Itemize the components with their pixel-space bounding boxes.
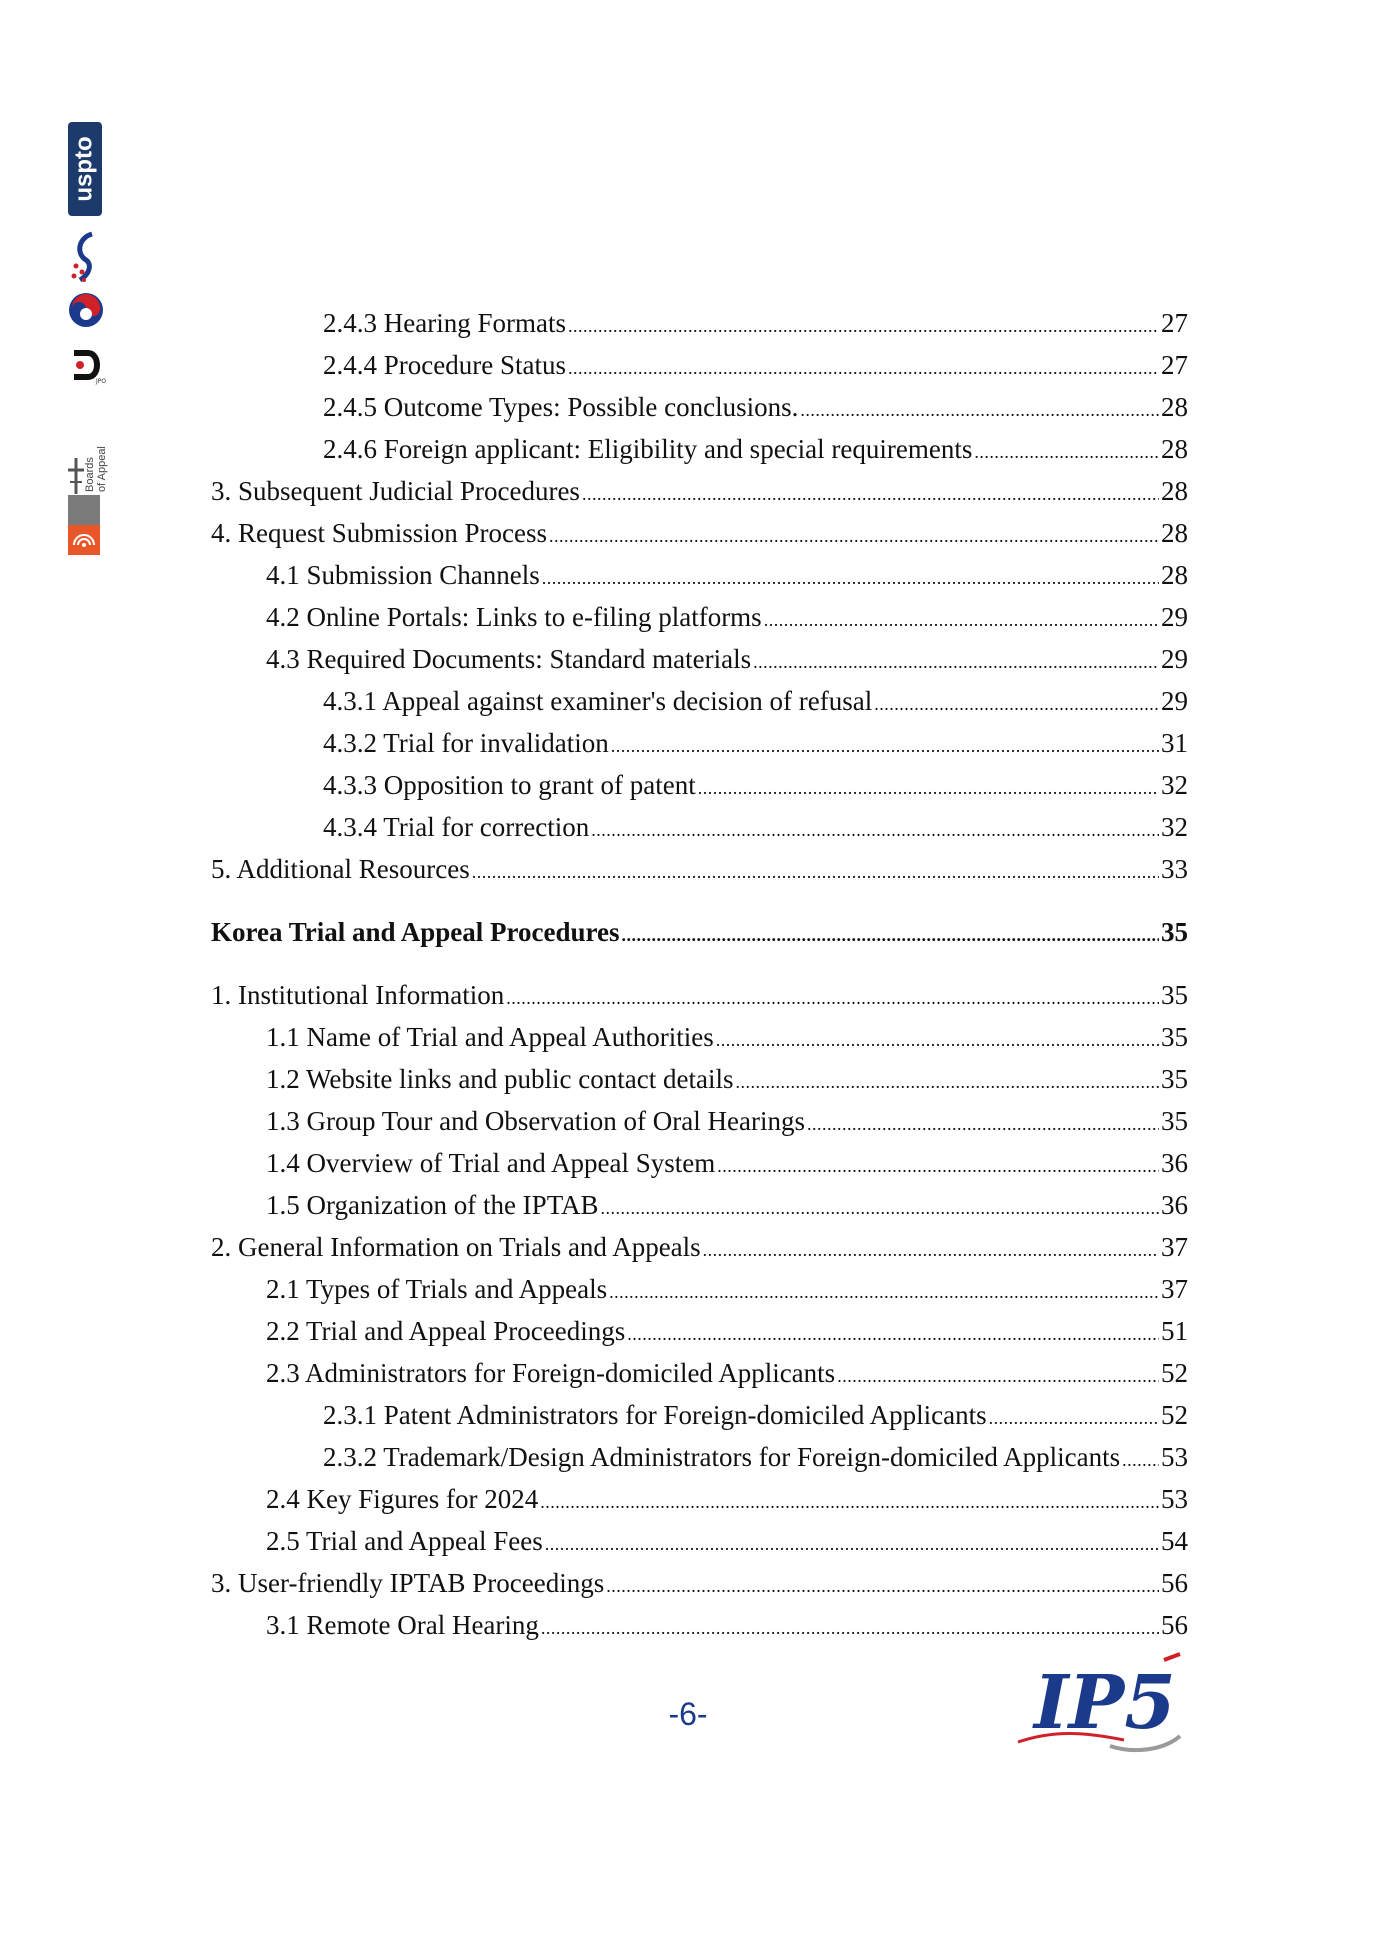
jpo-logo <box>66 345 106 385</box>
toc-entry-title: 4.3.2 Trial for invalidation <box>323 728 609 758</box>
toc-entry-title: 3. Subsequent Judicial Procedures <box>211 476 580 506</box>
toc-entry-title: 2.5 Trial and Appeal Fees <box>266 1526 543 1556</box>
toc-entry-title: 1.4 Overview of Trial and Appeal System <box>266 1148 716 1178</box>
toc-entry-page: 53 <box>1161 1442 1188 1472</box>
toc-leader-dots <box>541 1608 1159 1645</box>
toc-entry-title: Korea Trial and Appeal Procedures <box>211 917 620 947</box>
toc-entry-title: 4.3 Required Documents: Standard materials <box>266 644 752 674</box>
toc-leader-dots <box>627 1314 1159 1351</box>
toc-leader-dots <box>609 1272 1159 1309</box>
toc-entry[interactable] <box>266 1482 1188 1519</box>
kipo-logo <box>66 290 106 330</box>
toc-entry-page: 53 <box>1161 1484 1188 1514</box>
toc-leader-dots <box>606 1566 1159 1603</box>
toc-leader-dots <box>874 684 1159 721</box>
toc-entry-page: 35 <box>1161 1022 1188 1052</box>
toc-leader-dots <box>837 1356 1159 1393</box>
toc-entry-page: 28 <box>1161 518 1188 548</box>
toc-entry-title: 1.2 Website links and public contact details <box>266 1064 734 1094</box>
toc-entry[interactable] <box>323 1398 1188 1435</box>
toc-entry-title: 2. General Information on Trials and Appeals <box>211 1232 701 1262</box>
toc-entry-page: 51 <box>1161 1316 1188 1346</box>
toc-leader-dots <box>735 1062 1159 1099</box>
toc-entry[interactable] <box>266 1020 1188 1057</box>
toc-entry-title: 2.3.1 Patent Administrators for Foreign-domiciled Applicants <box>323 1400 987 1430</box>
toc-entry-page: 37 <box>1161 1232 1188 1262</box>
toc-entry-page: 52 <box>1161 1400 1188 1430</box>
toc-leader-dots <box>611 726 1159 763</box>
toc-entry[interactable] <box>266 642 1188 679</box>
toc-entry[interactable] <box>323 768 1188 805</box>
toc-entry-title: 2.2 Trial and Appeal Proceedings <box>266 1316 626 1346</box>
toc-entry-title: 2.4.4 Procedure Status <box>323 350 566 380</box>
toc-leader-dots <box>622 915 1159 952</box>
ip5-logo <box>1014 1650 1184 1760</box>
toc-entry[interactable] <box>266 1188 1188 1225</box>
toc-entry-title: 5. Additional Resources <box>211 854 470 884</box>
boa-logo-line-2: of Appeal <box>96 446 108 492</box>
toc-entry-page: 29 <box>1161 602 1188 632</box>
toc-entry[interactable] <box>323 726 1188 763</box>
toc-entry-page: 29 <box>1161 686 1188 716</box>
toc-entry-page: 32 <box>1161 770 1188 800</box>
toc-entry-title: 2.4 Key Figures for 2024 <box>266 1484 539 1514</box>
toc-entry-page: 31 <box>1161 728 1188 758</box>
toc-leader-dots <box>601 1188 1159 1225</box>
toc-entry-page: 29 <box>1161 644 1188 674</box>
toc-entry[interactable] <box>211 474 1188 511</box>
toc-entry-page: 27 <box>1161 350 1188 380</box>
toc-entry-page: 32 <box>1161 812 1188 842</box>
toc-leader-dots <box>764 600 1159 637</box>
toc-leader-dots <box>472 852 1159 889</box>
toc-leader-dots <box>698 768 1159 805</box>
toc-leader-dots <box>703 1230 1159 1267</box>
toc-entry[interactable] <box>266 1314 1188 1351</box>
toc-entry-title: 1.3 Group Tour and Observation of Oral Hearings <box>266 1106 805 1136</box>
toc-entry-page: 36 <box>1161 1190 1188 1220</box>
toc-entry-page: 35 <box>1161 980 1188 1010</box>
toc-entry-page: 56 <box>1161 1568 1188 1598</box>
toc-entry-page: 28 <box>1161 392 1188 422</box>
toc-entry-title: 4.3.1 Appeal against examiner's decision of refusal <box>323 686 873 716</box>
toc-entry-title: 3. User-friendly IPTAB Proceedings <box>211 1568 605 1598</box>
toc-entry[interactable] <box>323 432 1188 469</box>
toc-entry[interactable] <box>211 978 1188 1015</box>
toc-entry-title: 2.3 Administrators for Foreign-domiciled Applicants <box>266 1358 836 1388</box>
toc-entry-page: 54 <box>1161 1526 1188 1556</box>
toc-entry-title: 1.1 Name of Trial and Appeal Authorities <box>266 1022 714 1052</box>
toc-entry-page: 56 <box>1161 1610 1188 1640</box>
toc-entry-page: 28 <box>1161 434 1188 464</box>
toc-leader-dots <box>506 978 1159 1015</box>
toc-entry-page: 35 <box>1161 1064 1188 1094</box>
toc-entry-title: 4.3.3 Opposition to grant of patent <box>323 770 696 800</box>
toc-entry[interactable] <box>211 1566 1188 1603</box>
toc-entry[interactable] <box>266 1356 1188 1393</box>
toc-leader-dots <box>716 1020 1159 1057</box>
toc-leader-dots <box>591 810 1159 847</box>
toc-leader-dots <box>549 516 1159 553</box>
toc-entry[interactable] <box>323 1440 1188 1477</box>
boa-logo-line-1: Boards <box>84 457 96 492</box>
toc-entry-page: 37 <box>1161 1274 1188 1304</box>
toc-leader-dots <box>582 474 1159 511</box>
toc-entry-title: 2.1 Types of Trials and Appeals <box>266 1274 608 1304</box>
toc-entry[interactable] <box>211 915 1188 952</box>
ip5-office-logos <box>64 120 114 560</box>
toc-entry[interactable] <box>266 1062 1188 1099</box>
toc-entry-page: 27 <box>1161 308 1188 338</box>
toc-leader-dots <box>568 348 1159 385</box>
toc-entry[interactable] <box>266 558 1188 595</box>
toc-entry-page: 35 <box>1161 917 1188 947</box>
page-number: -6- <box>668 1696 708 1732</box>
toc-entry-page: 36 <box>1161 1148 1188 1178</box>
toc-leader-dots <box>1122 1440 1159 1477</box>
toc-entry[interactable] <box>211 1230 1188 1267</box>
toc-entry[interactable] <box>323 306 1188 343</box>
toc-entry-title: 4.1 Submission Channels <box>266 560 540 590</box>
toc-entry-title: 1. Institutional Information <box>211 980 505 1010</box>
toc-entry[interactable] <box>323 684 1188 721</box>
toc-entry[interactable] <box>266 1608 1188 1645</box>
toc-entry[interactable] <box>211 852 1188 889</box>
toc-entry[interactable] <box>211 516 1188 553</box>
toc-entry-page: 35 <box>1161 1106 1188 1136</box>
toc-entry-page: 33 <box>1161 854 1188 884</box>
toc-leader-dots <box>753 642 1159 679</box>
toc-entry-title: 4.3.4 Trial for correction <box>323 812 590 842</box>
ip5-logo-text: IP5 <box>1034 1660 1176 1746</box>
boards-of-appeal-logo <box>66 400 106 500</box>
toc-entry[interactable] <box>323 348 1188 385</box>
toc-leader-dots <box>807 1104 1159 1141</box>
toc-entry-page: 28 <box>1161 560 1188 590</box>
toc-entry[interactable] <box>323 390 1188 427</box>
uspto-logo <box>68 122 102 216</box>
toc-entry-title: 2.4.3 Hearing Formats <box>323 308 566 338</box>
toc-leader-dots <box>800 390 1159 427</box>
toc-leader-dots <box>717 1146 1159 1183</box>
toc-leader-dots <box>989 1398 1159 1435</box>
toc-entry[interactable] <box>323 810 1188 847</box>
toc-entry[interactable] <box>266 1104 1188 1141</box>
euipo-logo <box>68 495 100 555</box>
toc-entry-title: 2.3.2 Trademark/Design Administrators for Foreign-domiciled Applicants <box>323 1442 1121 1472</box>
svg-text:JPO: JPO <box>96 378 106 385</box>
uspto-logo-text: uspto <box>71 136 99 202</box>
toc-leader-dots <box>545 1524 1159 1561</box>
toc-entry-title: 4.2 Online Portals: Links to e-filing platforms <box>266 602 762 632</box>
boa-emblem-icon <box>66 456 86 496</box>
toc-entry-title: 2.4.6 Foreign applicant: Eligibility and special requirements <box>323 434 973 464</box>
toc-leader-dots <box>568 306 1159 343</box>
toc-entry-title: 3.1 Remote Oral Hearing <box>266 1610 539 1640</box>
toc-entry-title: 4. Request Submission Process <box>211 518 548 548</box>
toc-leader-dots <box>542 558 1159 595</box>
toc-entry[interactable] <box>266 600 1188 637</box>
toc-entry-page: 28 <box>1161 476 1188 506</box>
toc-leader-dots <box>540 1482 1159 1519</box>
toc-entry[interactable] <box>266 1272 1188 1309</box>
toc-entry-title: 1.5 Organization of the IPTAB <box>266 1190 599 1220</box>
toc-leader-dots <box>974 432 1159 469</box>
toc-entry[interactable] <box>266 1524 1188 1561</box>
toc-entry-page: 52 <box>1161 1358 1188 1388</box>
cnipa-logo <box>66 230 106 286</box>
toc-entry-title: 2.4.5 Outcome Types: Possible conclusions. <box>323 392 799 422</box>
toc-entry[interactable] <box>266 1146 1188 1183</box>
